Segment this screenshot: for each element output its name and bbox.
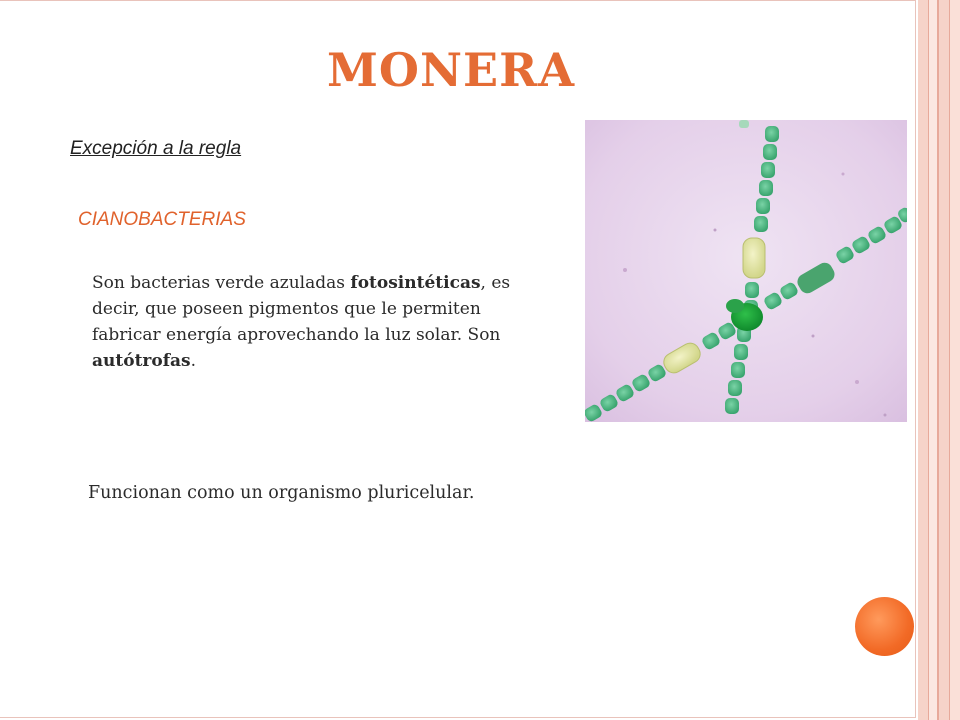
paragraph-text: Son bacterias verde azuladas bbox=[92, 273, 351, 293]
section-heading: CIANOBACTERIAS bbox=[78, 209, 246, 230]
accent-circle bbox=[855, 597, 914, 656]
decorative-stripe bbox=[918, 0, 928, 720]
footer-text: Funcionan como un organismo pluricelular. bbox=[88, 483, 475, 503]
cyanobacteria-image bbox=[585, 120, 907, 422]
description-paragraph bbox=[92, 270, 532, 374]
decorative-stripe bbox=[950, 0, 960, 720]
slide-title: MONERA bbox=[327, 43, 576, 97]
paragraph-bold-term: autótrofas bbox=[92, 351, 191, 371]
paragraph-text: . bbox=[190, 351, 197, 371]
slide-subtitle: Excepción a la regla bbox=[70, 138, 242, 159]
decorative-stripe bbox=[939, 0, 949, 720]
paragraph-bold-term: fotosintéticas bbox=[350, 273, 481, 293]
paragraph-text: , es decir, que poseen pigmentos que le permiten fabricar energía aprovechando la luz solar. Son bbox=[92, 273, 511, 345]
decorative-stripe bbox=[929, 0, 937, 720]
